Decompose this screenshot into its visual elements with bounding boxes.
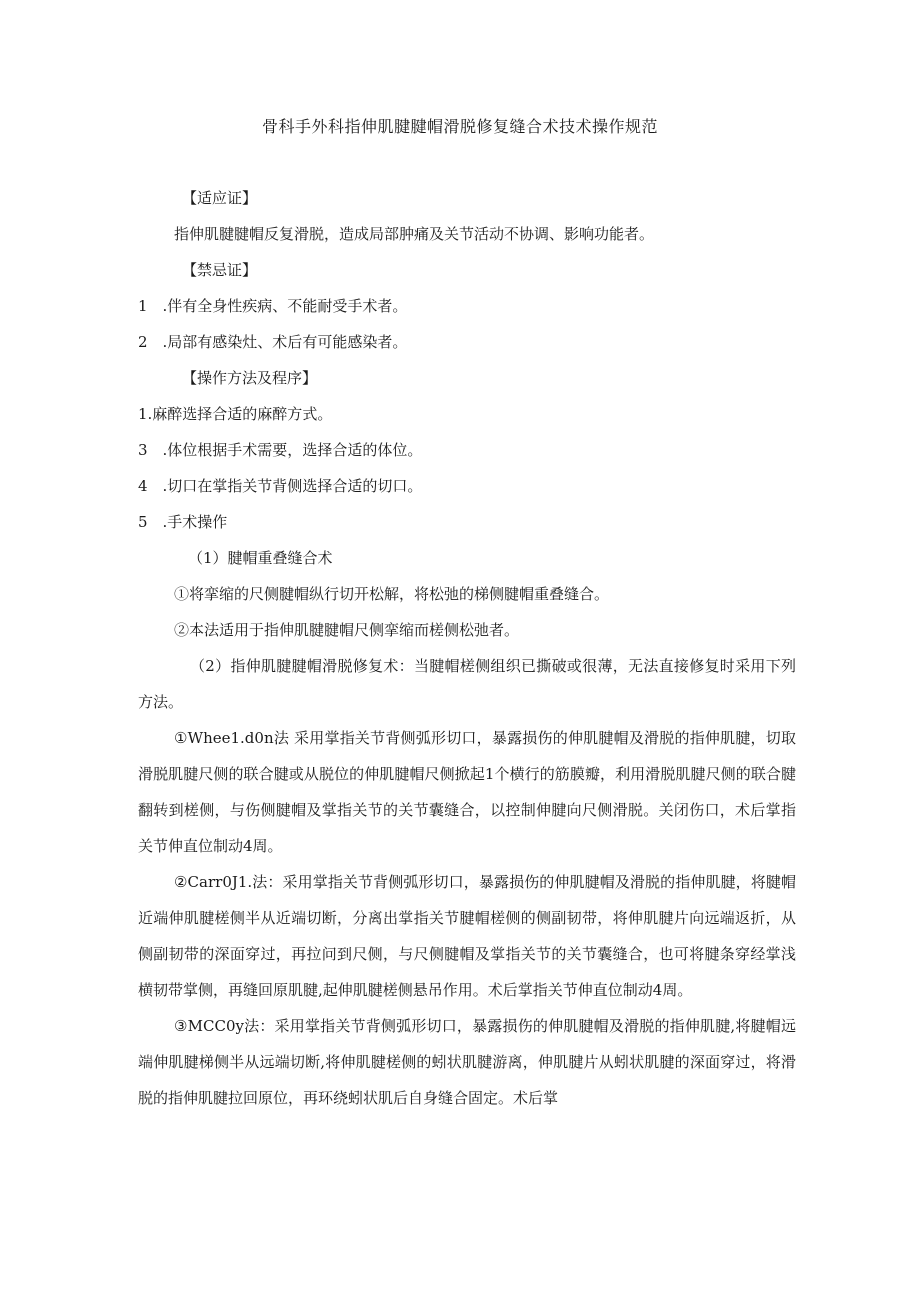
procedure-item-1: 1.麻醉选择合适的麻醉方式。 — [138, 405, 333, 423]
sub-procedure-2: （2）指伸肌腱腱帽滑脱修复术：当腱帽槎侧组织已撕破或很薄，无法直接修复时采用下列方法。 — [138, 657, 796, 711]
procedure-item-5: 5 .手术操作 — [138, 513, 228, 531]
method-wheeldon: ①Whee1.d0n法 采用掌指关节背侧弧形切口，暴露损伤的伸肌腱帽及滑脱的指伸肌腱，切取滑脱肌腱尺侧的联合腱或从脱位的伸肌腱帽尺侧掀起1个横行的筋膜瓣，利用滑脱肌腱尺侧的联合腱翻转到槎侧，与伤侧腱帽及掌指关节的关节囊缝合，以控制伸腱向尺侧滑脱。关闭伤口，术后掌指关节伸直位制动4周。 — [138, 729, 796, 855]
document-title: 骨科手外科指伸肌腱腱帽滑脱修复缝合术技术操作规范 — [261, 117, 658, 136]
procedure-item-3: 3 .体位根据手术需要，选择合适的体位。 — [138, 441, 423, 459]
sub-procedure-1-step-b: ②本法适用于指伸肌腱腱帽尺侧挛缩而槎侧松弛者。 — [174, 621, 520, 639]
indications-text: 指伸肌腱腱帽反复滑脱，造成局部肿痛及关节活动不协调、影响功能者。 — [174, 225, 655, 243]
document-body — [138, 180, 796, 1116]
procedure-item-4: 4 .切口在掌指关节背侧选择合适的切口。 — [138, 477, 423, 495]
procedure-heading: 【操作方法及程序】 — [182, 369, 318, 387]
sub-procedure-1-step-a: ①将挛缩的尺侧腱帽纵行切开松解，将松弛的梯侧腱帽重叠缝合。 — [174, 585, 610, 603]
contraindications-heading: 【禁忌证】 — [182, 261, 258, 279]
contraindication-item-2: 2 .局部有感染灶、术后有可能感染者。 — [138, 333, 408, 351]
contraindication-item-1: 1 .伴有全身性疾病、不能耐受手术者。 — [138, 297, 408, 315]
method-carroll: ②Carr0J1.法：采用掌指关节背侧弧形切口，暴露损伤的伸肌腱帽及滑脱的指伸肌腱，将腱帽近端伸肌腱槎侧半从近端切断，分离出掌指关节腱帽槎侧的侧副韧带，将伸肌腱片向远端返折，从侧副韧带的深面穿过，再拉问到尺侧，与尺侧腱帽及掌指关节的关节囊缝合，也可将腱条穿经掌浅横韧带掌侧，再缝回原肌腱,起伸肌腱槎侧悬吊作用。术后掌指关节伸直位制动4周。 — [138, 873, 796, 999]
method-mccoy: ③MCC0y法：采用掌指关节背侧弧形切口，暴露损伤的伸肌腱帽及滑脱的指伸肌腱,将腱帽远端伸肌腱梯侧半从远端切断,将伸肌腱槎侧的蚓状肌腱游离，伸肌腱片从蚓状肌腱的深面穿过，将滑脱的指伸肌腱拉回原位，再环绕蚓状肌后自身缝合固定。术后掌 — [138, 1017, 796, 1107]
sub-procedure-1-title: （1）腱帽重叠缝合术 — [188, 549, 333, 567]
indications-heading: 【适应证】 — [182, 189, 258, 207]
